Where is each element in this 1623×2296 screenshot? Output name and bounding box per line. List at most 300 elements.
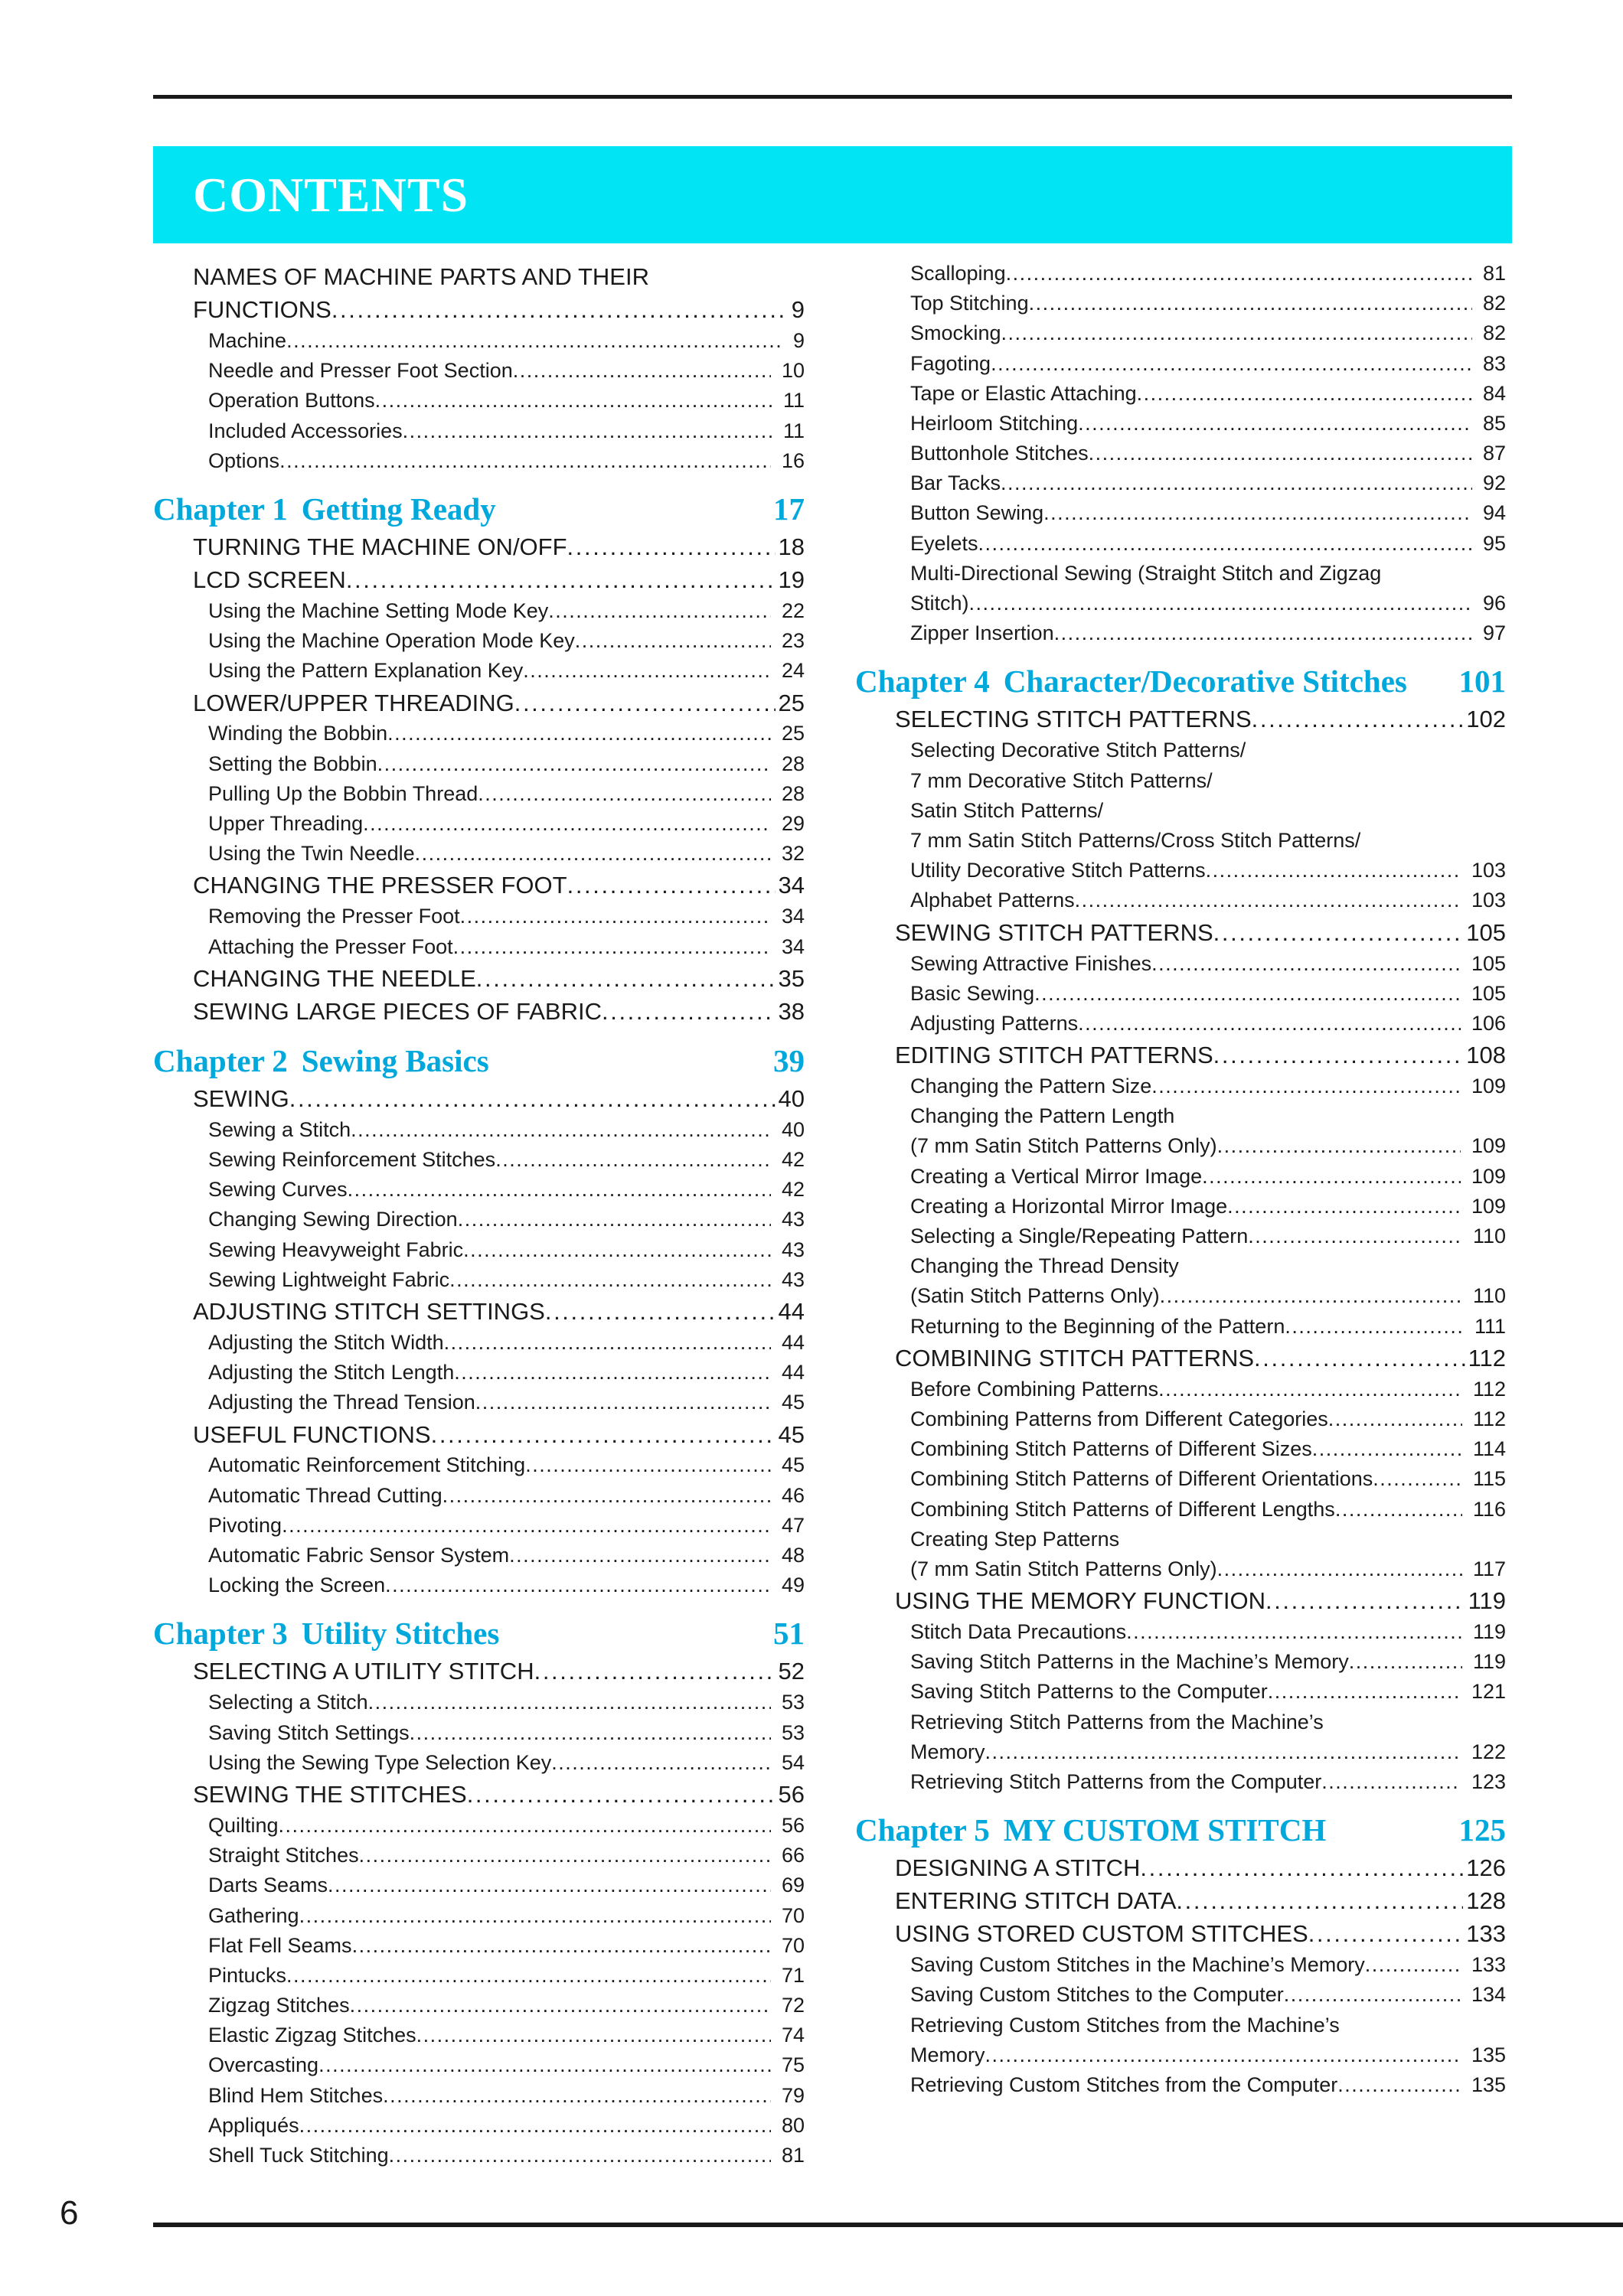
toc-item[interactable]: Memory . . . 135	[855, 2040, 1506, 2070]
toc-item[interactable]	[153, 1511, 805, 1541]
toc-item-label: Buttonhole Stitches	[910, 442, 1089, 465]
dot-leader	[299, 2111, 771, 2141]
toc-item[interactable]	[855, 1375, 1506, 1404]
toc-item-label: Smocking	[910, 321, 1001, 345]
toc-item-page: 45	[781, 1453, 805, 1477]
toc-item-label: Using the Pattern Explanation Key	[208, 659, 524, 683]
toc-item-label: Sewing Lightweight Fabric	[208, 1267, 450, 1291]
toc-group	[153, 596, 805, 687]
dot-leader	[495, 1145, 771, 1175]
dot-leader	[475, 1388, 771, 1417]
chapter-heading[interactable]: Chapter 3 Utility Stitches 51	[153, 1616, 805, 1652]
toc-item-page: 112	[1472, 1407, 1506, 1430]
toc-item[interactable]	[855, 259, 1506, 289]
toc-item[interactable]: Creating a Vertical Mirror Image . . . 109	[855, 1162, 1506, 1192]
toc-item-label: Pulling Up the Bobbin Thread	[208, 781, 478, 805]
toc-group	[855, 949, 1506, 1039]
toc-item[interactable]	[153, 2111, 805, 2141]
toc-section[interactable]: EDITING STITCH PATTERNS . . . 108	[855, 1039, 1506, 1071]
dot-leader	[387, 719, 771, 748]
dot-leader	[1373, 1464, 1462, 1494]
toc-item[interactable]: Stitch) . . . 96	[855, 589, 1506, 618]
chapter-heading[interactable]: Chapter 5 MY CUSTOM STITCH 125	[855, 1812, 1506, 1848]
toc-item[interactable]	[153, 1748, 805, 1778]
dot-leader	[1001, 468, 1472, 498]
toc-item[interactable]	[153, 749, 805, 779]
toc-item-page: 53	[781, 1720, 805, 1744]
toc-item[interactable]	[153, 1145, 805, 1175]
dot-leader	[403, 416, 772, 446]
toc-item-page: 40	[781, 1117, 805, 1141]
toc-section[interactable]: ADJUSTING STITCH SETTINGS . . . 44	[153, 1295, 805, 1328]
toc-item-page: 81	[781, 2144, 805, 2167]
toc-item-page: 43	[781, 1267, 805, 1291]
page-number: 6	[60, 2194, 79, 2232]
toc-item-page: 71	[781, 1963, 805, 1987]
toc-section[interactable]: LOWER/UPPER THREADING . . . 25	[153, 687, 805, 719]
toc-item[interactable]	[855, 1617, 1506, 1647]
toc-item-page: 74	[781, 2024, 805, 2047]
dot-leader	[375, 386, 772, 416]
toc-section[interactable]: SELECTING STITCH PATTERNS . . . 102	[855, 703, 1506, 735]
toc-item-page: 28	[781, 781, 805, 805]
toc-section[interactable]: ENTERING STITCH DATA . . . 128	[855, 1884, 1506, 1917]
toc-item[interactable]	[153, 2141, 805, 2170]
toc-item-page: 54	[781, 1750, 805, 1774]
toc-item-label: Blind Hem Stitches	[208, 2083, 384, 2107]
toc-item-page: 106	[1471, 1011, 1506, 1035]
toc-item-label: Tape or Elastic Attaching	[910, 381, 1137, 405]
toc-group	[153, 719, 805, 869]
toc-item[interactable]	[153, 1328, 805, 1358]
toc-item[interactable]	[855, 318, 1506, 348]
toc-item[interactable]	[153, 1901, 805, 1931]
toc-item-page: 112	[1472, 1377, 1506, 1401]
toc-section[interactable]: CHANGING THE NEEDLE . . . 35	[153, 962, 805, 995]
toc-item-label: Winding the Bobbin	[208, 722, 388, 745]
toc-item-label: Removing the Presser Foot	[208, 905, 460, 928]
toc-item-page: 56	[781, 1813, 805, 1837]
toc-item-label: Automatic Fabric Sensor System	[208, 1544, 510, 1567]
toc-item[interactable]	[153, 839, 805, 869]
dot-leader	[1268, 1677, 1461, 1707]
toc-item-page: 119	[1472, 1650, 1506, 1674]
toc-item[interactable]	[153, 1358, 805, 1388]
toc-item-label: Combining Stitch Patterns of Different Lengths	[910, 1497, 1335, 1521]
toc-section[interactable]: CHANGING THE PRESSER FOOT . . . 34	[153, 869, 805, 902]
dot-leader	[351, 1115, 771, 1145]
toc-item[interactable]	[153, 1451, 805, 1481]
toc-item-label: Scalloping	[910, 261, 1006, 285]
toc-item-label: Quilting	[208, 1813, 279, 1837]
toc-item-page: 80	[781, 2113, 805, 2137]
toc-item-label: Locking the Screen	[208, 1574, 386, 1597]
toc-section[interactable]: SEWING STITCH PATTERNS . . . 105	[855, 916, 1506, 949]
toc-item-label: Using the Machine Setting Mode Key	[208, 598, 549, 622]
toc-item-page: 115	[1472, 1467, 1506, 1491]
toc-item-label: Saving Custom Stitches to the Computer	[910, 1983, 1284, 2007]
toc-item-page: 70	[781, 1903, 805, 1927]
dot-leader	[350, 1991, 771, 2020]
dot-leader	[318, 2050, 771, 2080]
toc-item-text: Retrieving Custom Stitches from the Machine’s	[910, 2013, 1340, 2037]
toc-item[interactable]	[153, 1718, 805, 1748]
toc-item-label: Saving Stitch Patterns to the Computer	[910, 1680, 1268, 1704]
dot-leader	[1137, 379, 1472, 409]
toc-item[interactable]	[855, 979, 1506, 1009]
toc-item-label: Flat Fell Seams	[208, 1933, 352, 1957]
toc-item[interactable]	[153, 356, 805, 386]
toc-group	[153, 902, 805, 961]
dot-leader	[525, 1450, 771, 1480]
toc-item[interactable]	[153, 779, 805, 809]
toc-section[interactable]: SELECTING A UTILITY STITCH . . . 52	[153, 1655, 805, 1688]
dot-leader	[279, 446, 771, 476]
toc-item[interactable]	[855, 409, 1506, 439]
toc-section[interactable]: USING THE MEMORY FUNCTION . . . 119	[855, 1584, 1506, 1617]
toc-item-page: 105	[1471, 981, 1506, 1005]
toc-item[interactable]	[153, 1570, 805, 1600]
toc-item[interactable]: Retrieving Stitch Patterns from the Computer . . . 123	[855, 1767, 1506, 1797]
toc-item-page: 11	[782, 419, 805, 442]
toc-item[interactable]	[153, 2081, 805, 2111]
dot-leader	[1078, 409, 1472, 439]
toc-item-label: Shell Tuck Stitching	[208, 2144, 389, 2167]
toc-item[interactable]	[855, 289, 1506, 318]
dot-leader	[279, 1811, 771, 1841]
toc-item-page: 29	[781, 812, 805, 836]
dot-leader	[1349, 1647, 1462, 1677]
toc-item[interactable]	[153, 1265, 805, 1295]
toc-item[interactable]	[153, 1175, 805, 1205]
toc-item-page: 133	[1471, 1953, 1506, 1977]
toc-item[interactable]: Selecting a Single/Repeating Pattern . . . 110	[855, 1221, 1506, 1251]
toc-item-page: 119	[1472, 1620, 1506, 1644]
toc-item[interactable]	[153, 596, 805, 626]
dot-leader	[359, 1841, 771, 1870]
dot-leader	[1029, 289, 1472, 318]
dot-leader	[415, 839, 771, 869]
toc-item[interactable]	[855, 1464, 1506, 1494]
toc-item-page: 16	[781, 448, 805, 472]
toc-item[interactable]	[855, 349, 1506, 379]
chapter-heading[interactable]: Chapter 2 Sewing Basics 39	[153, 1042, 805, 1078]
toc-item[interactable]	[153, 1688, 805, 1717]
dot-leader	[1365, 1950, 1461, 1980]
toc-item-label: Sewing Curves	[208, 1178, 348, 1202]
toc-item-page: 121	[1471, 1680, 1506, 1704]
chapter-heading[interactable]: Chapter 4 Character/Decorative Stitches 101	[855, 664, 1506, 700]
toc-item-page: 116	[1472, 1497, 1506, 1521]
toc-item-label: Stitch Data Precautions	[910, 1620, 1127, 1644]
chapter-heading[interactable]: Chapter 1 Getting Ready 17	[153, 491, 805, 527]
dot-leader	[453, 932, 771, 962]
toc-item[interactable]	[153, 719, 805, 749]
toc-item[interactable]	[153, 932, 805, 962]
toc-item-label: Bar Tacks	[910, 471, 1001, 495]
dot-leader	[1312, 1434, 1462, 1464]
toc-item-label: Upper Threading	[208, 812, 364, 836]
toc-item-page: 28	[781, 752, 805, 775]
toc-item[interactable]	[153, 1931, 805, 1961]
toc-group	[153, 1115, 805, 1295]
toc-item-label: Darts Seams	[208, 1874, 328, 1897]
toc-group	[153, 1328, 805, 1418]
toc-item-text: Satin Stitch Patterns/	[910, 798, 1104, 822]
toc-item[interactable]	[153, 2051, 805, 2081]
toc-item-label: Top Stitching	[910, 292, 1029, 315]
toc-item[interactable]	[153, 1235, 805, 1265]
toc-item[interactable]	[153, 1388, 805, 1417]
toc-item-page: 81	[1482, 261, 1506, 285]
toc-item-label: Fagoting	[910, 351, 991, 375]
toc-section[interactable]: TURNING THE MACHINE ON/OFF . . . 18	[153, 530, 805, 563]
toc-group	[153, 326, 805, 476]
toc-item[interactable]: Returning to the Beginning of the Pattern . . . 111	[855, 1312, 1506, 1342]
toc-item-page: 10	[781, 359, 805, 383]
dot-leader	[1335, 1495, 1462, 1525]
toc-item[interactable]: (7 mm Satin Stitch Patterns Only) . . . 109	[855, 1132, 1506, 1162]
toc-item-page: 105	[1471, 951, 1506, 975]
toc-item[interactable]: Alphabet Patterns . . . 103	[855, 885, 1506, 915]
toc-item-page: 84	[1482, 381, 1506, 405]
toc-item-label: Combining Stitch Patterns of Different Sizes	[910, 1437, 1312, 1461]
toc-item[interactable]	[855, 439, 1506, 468]
toc-item[interactable]: Retrieving Custom Stitches from the Computer . . . 135	[855, 2070, 1506, 2100]
toc-item-page: 48	[781, 1544, 805, 1567]
toc-item[interactable]	[855, 1980, 1506, 2010]
toc-item[interactable]	[153, 626, 805, 656]
toc-item[interactable]: Memory . . . 122	[855, 1737, 1506, 1767]
toc-item[interactable]	[153, 1841, 805, 1870]
toc-item-text: Multi-Directional Sewing (Straight Stitch and Zigzag	[910, 561, 1382, 585]
toc-item[interactable]	[153, 1961, 805, 1991]
toc-item[interactable]	[153, 1811, 805, 1841]
toc-item[interactable]	[855, 1950, 1506, 1980]
toc-item[interactable]	[153, 2020, 805, 2050]
toc-item-page: 25	[781, 722, 805, 745]
toc-item-page: 9	[792, 328, 805, 352]
toc-item[interactable]: (Satin Stitch Patterns Only) . . . 110	[855, 1281, 1506, 1311]
toc-item[interactable]	[855, 529, 1506, 559]
toc-item-page: 87	[1482, 442, 1506, 465]
toc-item-label: Adjusting Patterns	[910, 1011, 1079, 1035]
toc-item-page: 92	[1482, 471, 1506, 495]
toc-item-page: 22	[781, 598, 805, 622]
toc-item[interactable]	[855, 1678, 1506, 1707]
dot-leader	[299, 1901, 771, 1931]
dot-leader	[286, 1961, 771, 1991]
dot-leader	[1034, 979, 1461, 1009]
toc-item-label: Setting the Bobbin	[208, 752, 377, 775]
toc-group	[855, 259, 1506, 559]
toc-item-label: Changing Sewing Direction	[208, 1208, 458, 1231]
toc-item-label: Adjusting the Stitch Width	[208, 1330, 444, 1354]
toc-item[interactable]: Changing the Pattern Size . . . 109	[855, 1071, 1506, 1101]
toc-item-page: 85	[1482, 411, 1506, 435]
toc-item-page: 44	[781, 1330, 805, 1354]
dot-leader	[1001, 318, 1472, 348]
toc-item-page: 46	[781, 1483, 805, 1507]
toc-section[interactable]: SEWING THE STITCHES . . . 56	[153, 1778, 805, 1811]
toc-group	[153, 1451, 805, 1601]
toc-item-label: Machine	[208, 328, 287, 352]
toc-item-label: Needle and Presser Foot Section	[208, 359, 513, 383]
dot-leader	[548, 596, 771, 626]
dot-leader	[463, 1235, 771, 1265]
toc-item-label: Sewing Attractive Finishes	[910, 951, 1152, 975]
toc-item-label: Automatic Thread Cutting	[208, 1483, 442, 1507]
toc-item-page: 11	[782, 389, 805, 413]
toc-item[interactable]	[855, 1647, 1506, 1677]
toc-item[interactable]	[153, 1115, 805, 1145]
toc-item[interactable]	[855, 1495, 1506, 1525]
toc-section[interactable]: FUNCTIONS . . . 9	[153, 293, 805, 326]
toc-item[interactable]	[153, 1991, 805, 2020]
toc-item-label: Gathering	[208, 1903, 299, 1927]
toc-item-label: Straight Stitches	[208, 1844, 359, 1867]
toc-item-page: 134	[1471, 1983, 1506, 2007]
toc-item-page: 43	[781, 1238, 805, 1261]
toc-item-page: 34	[781, 905, 805, 928]
toc-section[interactable]: USING STORED CUSTOM STITCHES . . . 133	[855, 1917, 1506, 1950]
toc-item[interactable]	[153, 1481, 805, 1511]
toc-item[interactable]	[153, 1205, 805, 1234]
dot-leader	[1328, 1404, 1462, 1434]
toc-section[interactable]: USEFUL FUNCTIONS . . . 45	[153, 1418, 805, 1451]
toc-item-label: Attaching the Presser Foot	[208, 934, 453, 958]
dot-leader	[449, 1265, 771, 1295]
toc-section[interactable]: SEWING . . . 40	[153, 1082, 805, 1115]
toc-item[interactable]: Utility Decorative Stitch Patterns . . . 103	[855, 856, 1506, 885]
toc-item[interactable]	[153, 326, 805, 356]
dot-leader	[383, 2081, 771, 2111]
toc-item-page: 79	[781, 2083, 805, 2107]
toc-section[interactable]: LCD SCREEN . . . 19	[153, 563, 805, 596]
toc-right-column	[855, 260, 1506, 2100]
toc-group	[153, 1811, 805, 2170]
toc-item-page: 69	[781, 1874, 805, 1897]
contents-banner	[153, 146, 1512, 243]
toc-item[interactable]	[855, 1009, 1506, 1039]
toc-item-label: Elastic Zigzag Stitches	[208, 2024, 416, 2047]
dot-leader	[991, 349, 1472, 379]
toc-item-page: 45	[781, 1391, 805, 1414]
toc-item[interactable]	[153, 386, 805, 416]
toc-item-page: 75	[781, 2053, 805, 2077]
dot-leader	[286, 326, 782, 356]
toc-item-label: Saving Stitch Patterns in the Machine’s Memory	[910, 1650, 1349, 1674]
toc-item[interactable]	[153, 1541, 805, 1570]
toc-item-page: 42	[781, 1178, 805, 1202]
toc-item-label: Saving Custom Stitches in the Machine’s Memory	[910, 1953, 1365, 1977]
toc-item-page: 43	[781, 1208, 805, 1231]
toc-item-text: Changing the Thread Density	[910, 1254, 1179, 1278]
toc-item-label: Included Accessories	[208, 419, 403, 442]
toc-item[interactable]: Zipper Insertion . . . 97	[855, 618, 1506, 648]
toc-item-page: 94	[1482, 501, 1506, 525]
toc-item-page: 44	[781, 1361, 805, 1384]
toc-item[interactable]	[855, 499, 1506, 529]
toc-item-label: Combining Patterns from Different Categories	[910, 1407, 1328, 1430]
toc-item-label: Button Sewing	[910, 501, 1044, 525]
toc-item-page: 49	[781, 1574, 805, 1597]
toc-section[interactable]: DESIGNING A STITCH . . . 126	[855, 1851, 1506, 1884]
dot-leader	[444, 1328, 771, 1358]
dot-leader	[352, 1931, 771, 1961]
toc-item[interactable]	[153, 809, 805, 839]
toc-item-page: 114	[1472, 1437, 1506, 1461]
dot-leader	[523, 656, 771, 686]
toc-left-column	[153, 260, 805, 2170]
toc-item[interactable]	[855, 468, 1506, 498]
toc-item-label: Appliqués	[208, 2113, 299, 2137]
toc-item-page: 66	[781, 1844, 805, 1867]
toc-item[interactable]	[153, 656, 805, 686]
toc-item-label: Sewing Heavyweight Fabric	[208, 1238, 464, 1261]
dot-leader	[385, 1570, 771, 1600]
toc-item-label: Basic Sewing	[910, 981, 1035, 1005]
toc-item-label: Combining Stitch Patterns of Different Orientations	[910, 1467, 1373, 1491]
toc-item[interactable]	[855, 1434, 1506, 1464]
toc-item-label: Using the Sewing Type Selection Key	[208, 1750, 552, 1774]
toc-item[interactable]: Creating a Horizontal Mirror Image . . . 109	[855, 1192, 1506, 1221]
toc-item[interactable]: (7 mm Satin Stitch Patterns Only) . . . 117	[855, 1554, 1506, 1584]
toc-item-page: 23	[781, 629, 805, 653]
toc-item-label: Pintucks	[208, 1963, 287, 1987]
dot-leader	[478, 779, 771, 809]
toc-item-page: 47	[781, 1513, 805, 1537]
toc-item-label: Saving Stitch Settings	[208, 1720, 410, 1744]
toc-item[interactable]	[153, 902, 805, 931]
toc-section-text: NAMES OF MACHINE PARTS AND THEIR	[193, 263, 649, 290]
toc-group	[153, 1688, 805, 1778]
toc-item-label: Automatic Reinforcement Stitching	[208, 1453, 526, 1477]
dot-leader	[509, 1541, 771, 1570]
dot-leader	[454, 1358, 771, 1388]
toc-item-page: 82	[1482, 321, 1506, 345]
toc-group	[855, 1950, 1506, 2010]
toc-item-label: Options	[208, 448, 280, 472]
toc-item-page: 24	[781, 659, 805, 683]
toc-item-label: Before Combining Patterns	[910, 1377, 1159, 1401]
toc-item-label: Selecting a Stitch	[208, 1691, 368, 1714]
toc-item[interactable]	[153, 416, 805, 446]
dot-leader	[348, 1175, 771, 1205]
toc-section[interactable]: COMBINING STITCH PATTERNS . . . 112	[855, 1342, 1506, 1375]
dot-leader	[363, 809, 771, 839]
dot-leader	[368, 1688, 771, 1717]
toc-item[interactable]	[855, 379, 1506, 409]
toc-item[interactable]	[855, 949, 1506, 979]
toc-item[interactable]	[855, 1404, 1506, 1434]
toc-group	[855, 1617, 1506, 1707]
toc-item-label: Adjusting the Stitch Length	[208, 1361, 455, 1384]
toc-item-page: 82	[1482, 292, 1506, 315]
toc-item[interactable]	[153, 446, 805, 476]
toc-section[interactable]: SEWING LARGE PIECES OF FABRIC . . . 38	[153, 995, 805, 1028]
toc-item-page: 42	[781, 1147, 805, 1171]
dot-leader	[1089, 439, 1472, 468]
toc-item-text: Selecting Decorative Stitch Patterns/	[910, 739, 1246, 762]
dot-leader	[328, 1870, 771, 1900]
dot-leader	[282, 1511, 771, 1541]
dot-leader	[389, 2141, 771, 2170]
toc-item-label: Operation Buttons	[208, 389, 375, 413]
toc-item[interactable]	[153, 1870, 805, 1900]
dot-leader	[978, 529, 1472, 559]
toc-item-page: 72	[781, 1994, 805, 2017]
